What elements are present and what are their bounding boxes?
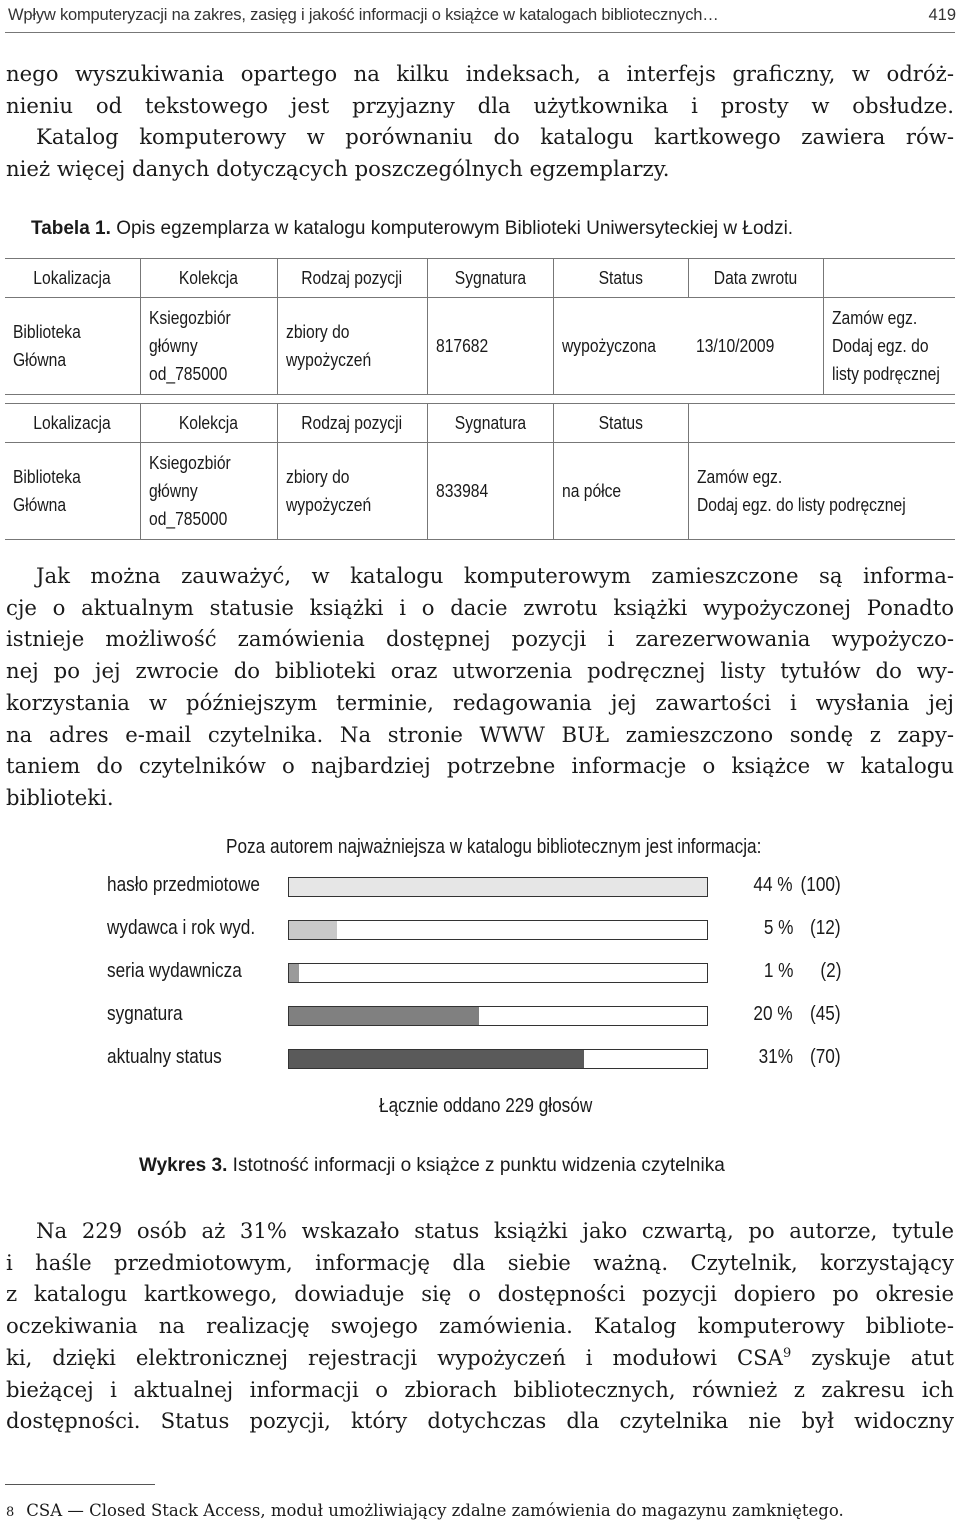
paragraph-line: nej po jej zwrocie do biblioteki oraz utworzenia podręcznej listy tytułów do wy- xyxy=(6,658,954,684)
column-header: Lokalizacja xyxy=(5,404,140,443)
figure-caption xyxy=(139,1155,725,1177)
add-to-list-link-cont[interactable]: listy podręcznej xyxy=(831,364,940,384)
column-header: Status xyxy=(553,259,688,298)
table-header-row xyxy=(5,404,955,443)
paragraph-line: cje o aktualnym statusie książki i o dacie zwrotu książki wypożyczonej Ponadto xyxy=(6,594,954,620)
paragraph-line: z katalogu kartkowego, dowiaduje się o dostępności pozycji dopiero po okresie xyxy=(6,1281,954,1307)
paragraph-line: nież więcej danych dotyczących poszczególnych egzemplarzy. xyxy=(6,156,670,182)
column-header-empty xyxy=(823,259,955,298)
column-header: Kolekcja xyxy=(140,259,277,298)
catalog-table-1 xyxy=(5,258,955,395)
cell-status: wypożyczona xyxy=(553,298,688,395)
chart-count-label: (70) xyxy=(810,1046,841,1068)
column-header: Sygnatura xyxy=(427,259,553,298)
table-row xyxy=(5,298,955,395)
cell-signature: 833984 xyxy=(427,443,553,540)
cell-type: zbiory do wypożyczeń xyxy=(277,443,427,540)
paragraph-line: korzystania w późniejszym terminie, redagowania jej zawartości i wysłania jej xyxy=(6,689,954,715)
paragraph-line: i haśle przedmiotowym, informację dla siebie ważną. Czytelnik, korzystający xyxy=(6,1249,954,1275)
chart-count-label: (12) xyxy=(810,917,841,939)
paragraph-line: taniem do czytelników o najbardziej potrzebne informacje o książce w katalogu xyxy=(6,753,954,779)
chart-bar xyxy=(289,921,337,939)
order-copy-link[interactable]: Zamów egz. xyxy=(831,308,917,328)
column-header: Rodzaj pozycji xyxy=(277,259,427,298)
chart-bar-frame xyxy=(288,1049,708,1069)
chart-title: Poza autorem najważniejsza w katalogu bibliotecznym jest informacja: xyxy=(226,836,762,858)
paragraph-line: nego wyszukiwania opartego na kilku indeksach, a interfejs graficzny, w odróż- xyxy=(6,61,954,86)
paragraph-line: biblioteki. xyxy=(6,784,114,810)
chart-bar-frame xyxy=(288,877,708,897)
table-row xyxy=(5,443,955,540)
paragraph-line: dostępności. Status pozycji, który dotychczas dla czytelnika nie był widoczny xyxy=(6,1408,954,1434)
footnote-text: CSA — Closed Stack Access, moduł umożliwiający zdalne zamówienia do magazynu zamkniętego. xyxy=(26,1501,844,1520)
paragraph-3 xyxy=(6,1215,954,1437)
chart-percent-label: 31% xyxy=(758,1046,793,1068)
paragraph-line: bieżącej i aktualnej informacji o zbiorach bibliotecznych, również z zakresu ich xyxy=(6,1376,954,1402)
column-header: Sygnatura xyxy=(427,404,553,443)
paragraph-line: Jak można zauważyć, w katalogu komputerowym zamieszczone są informa- xyxy=(36,563,954,588)
cell-type: zbiory do wypożyczeń xyxy=(277,298,427,395)
paragraph-1 xyxy=(6,58,954,185)
order-copy-link[interactable]: Zamów egz. xyxy=(696,467,782,487)
page-number: 419 xyxy=(928,6,956,24)
paragraph-line: na adres e-mail czytelnika. Na stronie WWW BUŁ zamieszczono sondę z zapy- xyxy=(6,721,954,747)
running-head xyxy=(8,6,956,28)
footnote-divider xyxy=(5,1484,155,1485)
chart-category-label: hasło przedmiotowe xyxy=(107,874,260,896)
chart-percent-label: 44 % xyxy=(753,874,793,896)
paragraph-line: oczekiwania na realizację swojego zamówienia. Katalog komputerowy bibliote- xyxy=(6,1313,954,1339)
column-header: Status xyxy=(553,404,688,443)
chart-category-label: aktualny status xyxy=(107,1046,222,1068)
chart-count-label: (2) xyxy=(819,960,841,982)
cell-location: Biblioteka Główna xyxy=(13,322,81,370)
paragraph-line: ki, dzięki elektronicznej rejestracji wypożyczeń i modułowi CSA$^9$ zyskuje atut xyxy=(6,1344,955,1370)
figure-caption-text: Istotność informacji o książce z punktu widzenia czytelnika xyxy=(232,1155,725,1176)
chart-percent-label: 20 % xyxy=(753,1003,793,1025)
table-caption xyxy=(31,218,793,240)
cell-location: Biblioteka Główna xyxy=(13,467,81,515)
header-divider xyxy=(5,32,955,33)
footnote-ref[interactable]: 9 xyxy=(782,1345,792,1361)
chart-percent-label: 1 % xyxy=(763,960,793,982)
bar-chart xyxy=(100,832,860,1122)
chart-percent-label: 5 % xyxy=(763,917,793,939)
chart-count-label: (45) xyxy=(810,1003,841,1025)
cell-collection: Ksiegozbiór główny od_785000 xyxy=(140,298,277,395)
table-header-row xyxy=(5,259,955,298)
chart-count-label: (100) xyxy=(800,874,841,896)
cell-actions[interactable] xyxy=(688,443,955,540)
cell-actions[interactable] xyxy=(823,298,955,395)
catalog-table-2 xyxy=(5,403,955,540)
column-header-empty xyxy=(688,404,955,443)
chart-bar xyxy=(289,964,299,982)
running-head-title: Wpływ komputeryzacji na zakres, zasięg i jakość informacji o książce w katalogach bibliotecznych… xyxy=(8,6,719,24)
column-header: Data zwrotu xyxy=(688,259,823,298)
paragraph-line: nieniu od tekstowego jest przyjazny dla użytkownika i prosty w obsłudze. xyxy=(6,92,954,118)
chart-category-label: sygnatura xyxy=(107,1003,183,1025)
chart-bar xyxy=(289,1050,584,1068)
paragraph-line: Na 229 osób aż 31% wskazało status książki jako czwartą, po autorze, tytule xyxy=(36,1218,954,1243)
column-header: Kolekcja xyxy=(140,404,277,443)
paragraph-line: Katalog komputerowy w porównaniu do katalogu kartkowego zawiera rów- xyxy=(36,124,954,150)
paragraph-line: istnieje możliwość zamówienia dostępnej pozycji i zarezerwowania wypożyczo- xyxy=(6,626,954,652)
chart-category-label: seria wydawnicza xyxy=(107,960,242,982)
add-to-list-link[interactable]: Dodaj egz. do listy podręcznej xyxy=(696,495,906,515)
chart-bar xyxy=(289,1007,479,1025)
chart-bar-frame xyxy=(288,963,708,983)
chart-bar-frame xyxy=(288,1006,708,1026)
footnote-number: 8 xyxy=(6,1505,15,1520)
column-header: Lokalizacja xyxy=(5,259,140,298)
table-caption-label: Tabela 1. xyxy=(31,218,111,239)
add-to-list-link[interactable]: Dodaj egz. do xyxy=(831,336,929,356)
cell-return-date: 13/10/2009 xyxy=(696,336,775,356)
footnote xyxy=(6,1501,844,1520)
paragraph-2 xyxy=(6,560,954,814)
chart-bar-frame xyxy=(288,920,708,940)
chart-total-label: Łącznie oddano 229 głosów xyxy=(379,1095,593,1117)
cell-status: na półce xyxy=(553,443,688,540)
cell-collection: Ksiegozbiór główny od_785000 xyxy=(140,443,277,540)
table-caption-text: Opis egzemplarza w katalogu komputerowym Biblioteki Uniwersyteckiej w Łodzi. xyxy=(116,218,794,239)
chart-category-label: wydawca i rok wyd. xyxy=(107,917,256,939)
cell-signature: 817682 xyxy=(427,298,553,395)
chart-bar xyxy=(289,878,707,896)
figure-caption-label: Wykres 3. xyxy=(139,1155,228,1176)
column-header: Rodzaj pozycji xyxy=(277,404,427,443)
